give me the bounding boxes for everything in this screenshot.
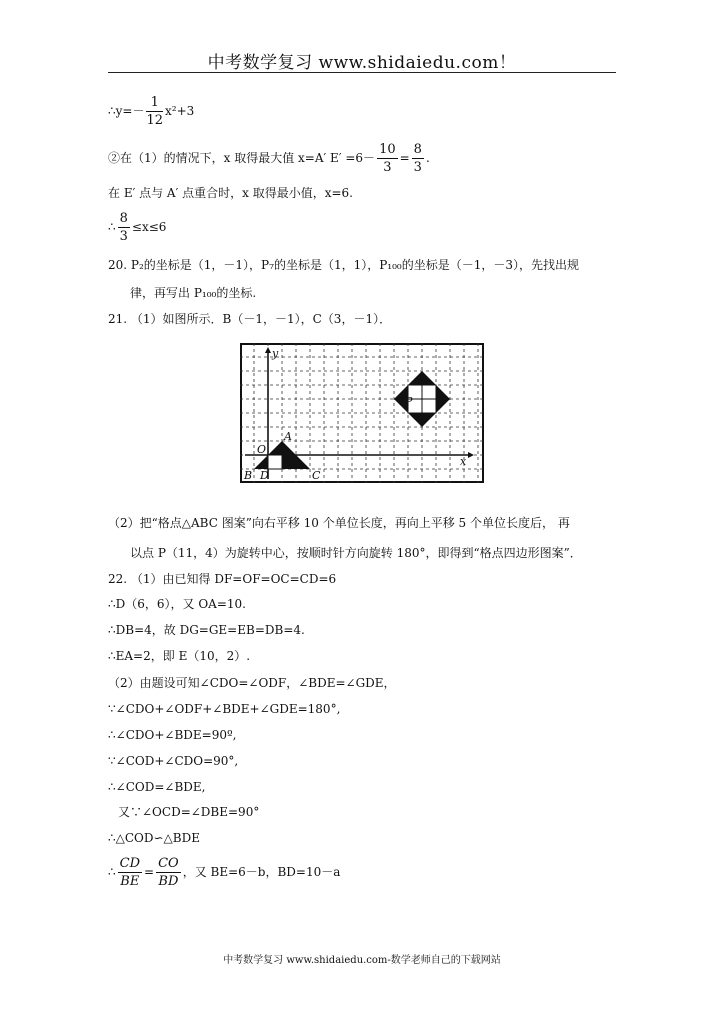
text: ②在（1）的情况下，x 取得最大值 x=A′ E′ =6－ (108, 151, 376, 165)
line-q22-right-angles: 又∵∠OCD=∠DBE=90° (118, 805, 260, 819)
text: ∴ (108, 865, 116, 879)
line-q22-ratio (108, 857, 340, 888)
fraction (118, 212, 130, 243)
line-min-x: 在 E′ 点与 A′ 点重合时，x 取得最小值，x=6. (108, 186, 353, 200)
x-axis-label: x (460, 455, 467, 468)
text: = (399, 151, 410, 165)
line-q22-d: ∴D（6，6），又 OA=10. (108, 597, 246, 611)
line-x-range (108, 212, 166, 243)
fraction (412, 143, 424, 174)
x-axis-arrow (468, 452, 474, 458)
numerator: 10 (379, 142, 396, 157)
y-axis-arrow (265, 347, 271, 353)
line-q20: 20. P₂的坐标是（1，－1），P₇的坐标是（1，1），P₁₀₀的坐标是（－1，－3），先找出规 (108, 258, 579, 272)
line-max-x (108, 143, 430, 174)
line-q22-part2: （2）由题设可知∠CDO=∠ODF，∠BDE=∠GDE， (108, 676, 396, 690)
line-q20-cont: 律，再写出 P₁₀₀的坐标. (130, 286, 257, 300)
numerator: CD (119, 856, 141, 871)
y-axis-label: y (272, 347, 279, 360)
origin-label: O (257, 443, 267, 456)
text: = (144, 865, 155, 879)
denominator: 3 (413, 160, 422, 175)
grid-figure (240, 343, 484, 483)
fraction (118, 857, 142, 888)
line-q22-similar: ∴△COD∽△BDE (108, 831, 200, 845)
text: ，又 BE=6－b，BD=10－a (182, 865, 341, 879)
point-d-label: D (260, 469, 269, 482)
line-q21-part2-cont: 以点 P（11，4）为旋转中心，按顺时针方向旋转 180°，即得到“格点四边形图案”． (130, 546, 582, 560)
denominator: 3 (119, 229, 128, 244)
line-q22-angle-sum: ∵∠CDO+∠ODF+∠BDE+∠GDE=180°, (108, 702, 341, 716)
text: ∴ (108, 220, 116, 234)
header-rule (108, 72, 616, 73)
line-q22-db: ∴DB=4，故 DG=GE=EB=DB=4. (108, 623, 305, 637)
point-c-label: C (312, 469, 321, 482)
point-b-label: B (244, 469, 253, 482)
numerator: 8 (413, 142, 422, 157)
point-a-label: A (284, 430, 292, 443)
line-q22-e: ∴EA=2，即 E（10，2）. (108, 649, 251, 663)
triangle-inner-cell (268, 455, 282, 469)
line-q22: 22. （1）由已知得 DF=OF=OC=CD=6 (108, 572, 337, 586)
page-footer: 中考数学复习 www.shidaiedu.com-数学老师自己的下载网站 (223, 955, 501, 966)
denominator: BD (158, 874, 179, 889)
numerator: CO (158, 856, 179, 871)
text: ∴y=－ (108, 104, 145, 118)
point-p-label: P (405, 395, 413, 408)
fraction (156, 857, 181, 888)
text: . (425, 151, 430, 165)
numerator: 8 (119, 211, 128, 226)
line-q21-part2: （2）把“格点△ABC 图案”向右平移 10 个单位长度，再向上平移 5 个单位长度后， 再 (108, 516, 570, 530)
denominator: BE (120, 874, 140, 889)
line-q22-angle-90: ∴∠CDO+∠BDE=90º, (108, 728, 237, 742)
page-header: 中考数学复习 www.shidaiedu.com！ (207, 53, 517, 73)
line-y-formula (108, 96, 194, 127)
line-q22-equal-angles: ∴∠COD=∠BDE, (108, 780, 206, 794)
denominator: 3 (383, 160, 392, 175)
line-q21: 21. （1）如图所示．B（－1，－1），C（3，－1）． (108, 312, 392, 326)
line-q22-cod: ∵∠COD+∠CDO=90°, (108, 754, 239, 768)
fraction (146, 96, 163, 127)
fraction (377, 143, 398, 174)
text: x²+3 (165, 104, 195, 118)
denominator: 12 (146, 113, 164, 128)
text: ≤x≤6 (131, 220, 167, 234)
numerator: 1 (146, 96, 163, 112)
